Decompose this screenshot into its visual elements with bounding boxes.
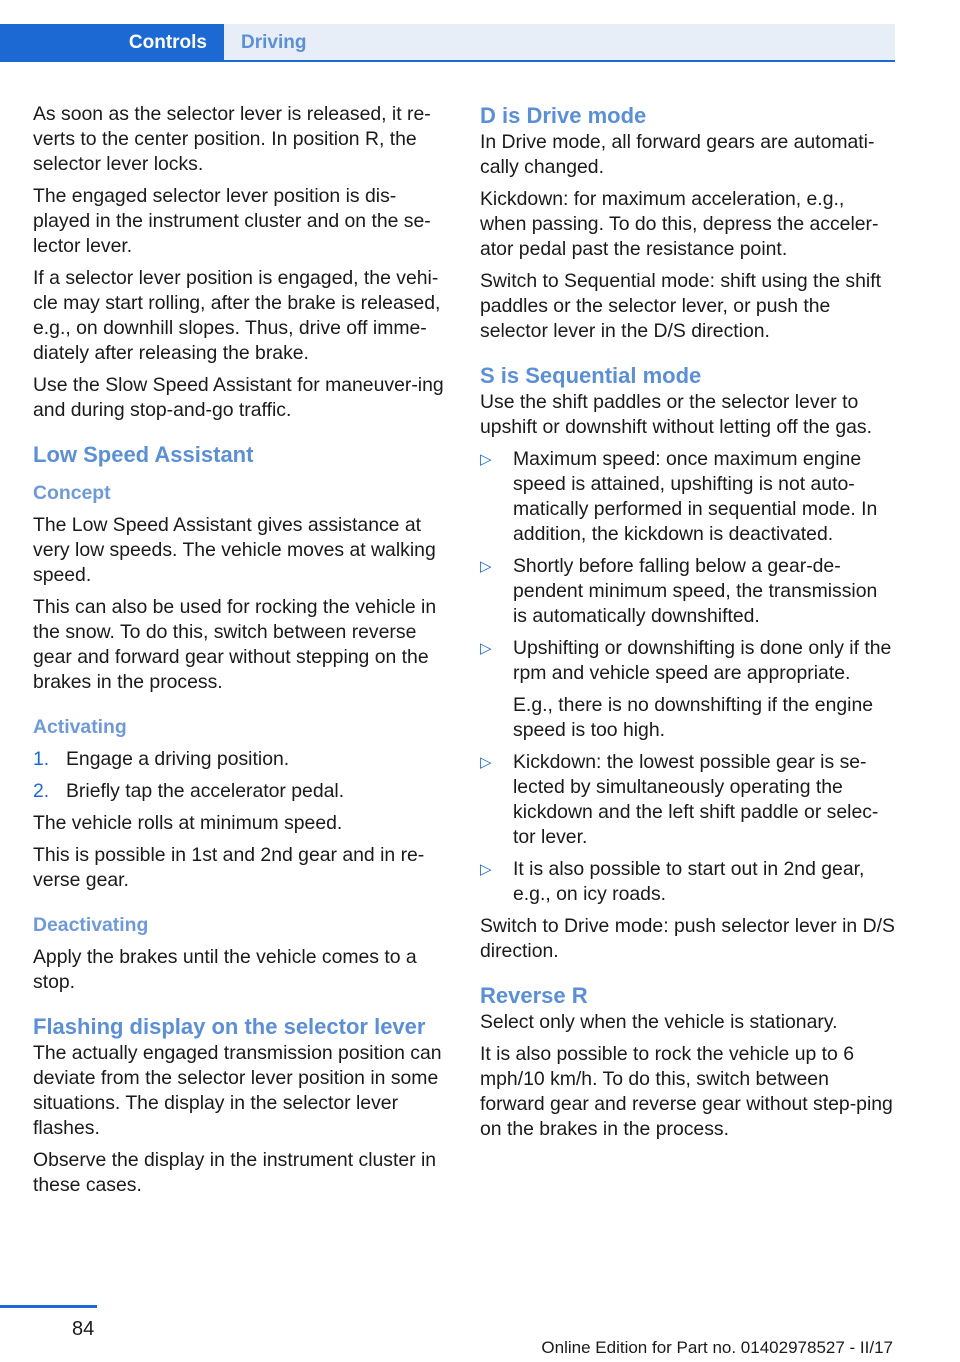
header-divider: [0, 60, 895, 62]
drive-paragraph: Kickdown: for maximum acceleration, e.g., when passing. To do this, depress the acceler-ator pedal past the resistance point.: [480, 188, 879, 260]
section-tab-driving[interactable]: Driving: [224, 24, 895, 61]
flashing-display-heading: Flashing display on the selector lever: [33, 1014, 426, 1039]
reverse-heading: Reverse R: [480, 983, 588, 1008]
concept-paragraph: This can also be used for rocking the vehicle in the snow. To do this, switch between reverse gear and forward gear without stepping on the brakes in the process.: [33, 596, 437, 693]
page-header: [0, 0, 895, 62]
bullet-text: Shortly before falling below a gear-de-pendent minimum speed, the transmission is automatically downshifted.: [513, 555, 878, 627]
section-tab-controls[interactable]: Controls: [0, 24, 224, 61]
step-text: Briefly tap the accelerator pedal.: [66, 780, 345, 802]
sequential-mode-heading: S is Sequential mode: [480, 363, 702, 388]
list-item: [480, 750, 895, 850]
right-column: [480, 102, 895, 1149]
step-item: [33, 747, 448, 772]
bullet-text: It is also possible to start out in 2nd gear, e.g., on icy roads.: [513, 858, 865, 905]
reverse-paragraph: Select only when the vehicle is stationary.: [480, 1011, 838, 1033]
edition-note: Online Edition for Part no. 01402978527 - II/17: [541, 1338, 893, 1357]
page-number: 84: [72, 1318, 95, 1340]
activating-heading: Activating: [33, 716, 127, 738]
low-speed-assistant-heading: Low Speed Assistant: [33, 442, 254, 467]
intro-paragraph: If a selector lever position is engaged, the vehi-cle may start rolling, after the brake is released, e.g., on downhill slopes. Thus, drive off imme-diately after releasing the brake.: [33, 267, 441, 364]
deactivating-heading: Deactivating: [33, 914, 149, 936]
intro-paragraph: The engaged selector lever position is dis-played in the instrument cluster and on the se-lector lever.: [33, 185, 431, 257]
triangle-bullet-icon: ▷: [480, 754, 492, 771]
step-number: 2.: [33, 780, 50, 802]
activating-paragraph: This is possible in 1st and 2nd gear and in re-verse gear.: [33, 844, 425, 891]
list-item: [480, 447, 895, 547]
drive-paragraph: Switch to Sequential mode: shift using the shift paddles or the selector lever, or push the selector lever in the D/S direction.: [480, 270, 881, 342]
intro-paragraph: Use the Slow Speed Assistant for maneuver-ing and during stop-and-go traffic.: [33, 374, 444, 421]
drive-mode-heading: D is Drive mode: [480, 103, 647, 128]
step-item: [33, 779, 448, 804]
reverse-paragraph: It is also possible to rock the vehicle up to 6 mph/10 km/h. To do this, switch between forward gear and reverse gear without step-ping on the brakes in the process.: [480, 1043, 893, 1140]
list-item: [480, 857, 895, 907]
triangle-bullet-icon: ▷: [480, 451, 492, 468]
bullet-text: Maximum speed: once maximum engine speed is attained, upshifting is not auto-matically performed in sequential mode. In addition, the kickdown is deactivated.: [513, 448, 878, 545]
list-item: [480, 554, 895, 629]
intro-paragraph: As soon as the selector lever is released, it re-verts to the center position. In position R, the selector lever locks.: [33, 103, 431, 175]
list-item: [480, 636, 895, 743]
sequential-outro: Switch to Drive mode: push selector lever in D/S direction.: [480, 915, 895, 962]
flashing-paragraph: The actually engaged transmission position can deviate from the selector lever position in some situations. The display in the selector lever flashes.: [33, 1042, 442, 1139]
bullet-text: Kickdown: the lowest possible gear is se-lected by simultaneously operating the kickdown and the left shift paddle or selec-tor lever.: [513, 751, 879, 848]
deactivating-paragraph: Apply the brakes until the vehicle comes to a stop.: [33, 946, 417, 993]
activating-steps: [33, 747, 448, 804]
concept-heading: Concept: [33, 482, 111, 504]
triangle-bullet-icon: ▷: [480, 640, 492, 657]
triangle-bullet-icon: ▷: [480, 861, 492, 878]
bullet-extra-text: E.g., there is no downshifting if the engine speed is too high.: [513, 694, 874, 741]
concept-paragraph: The Low Speed Assistant gives assistance at very low speeds. The vehicle moves at walking speed.: [33, 514, 436, 586]
activating-paragraph: The vehicle rolls at minimum speed.: [33, 812, 343, 834]
left-column: [33, 102, 448, 1205]
sequential-intro: Use the shift paddles or the selector lever to upshift or downshift without letting off the gas.: [480, 391, 872, 438]
step-text: Engage a driving position.: [66, 748, 290, 770]
triangle-bullet-icon: ▷: [480, 558, 492, 575]
drive-paragraph: In Drive mode, all forward gears are automati-cally changed.: [480, 131, 875, 178]
bullet-text: Upshifting or downshifting is done only if the rpm and vehicle speed are appropriate.: [513, 637, 892, 684]
sequential-bullet-list: [480, 447, 895, 907]
flashing-paragraph: Observe the display in the instrument cluster in these cases.: [33, 1149, 437, 1196]
footer-divider: [0, 1305, 97, 1308]
step-number: 1.: [33, 748, 50, 770]
